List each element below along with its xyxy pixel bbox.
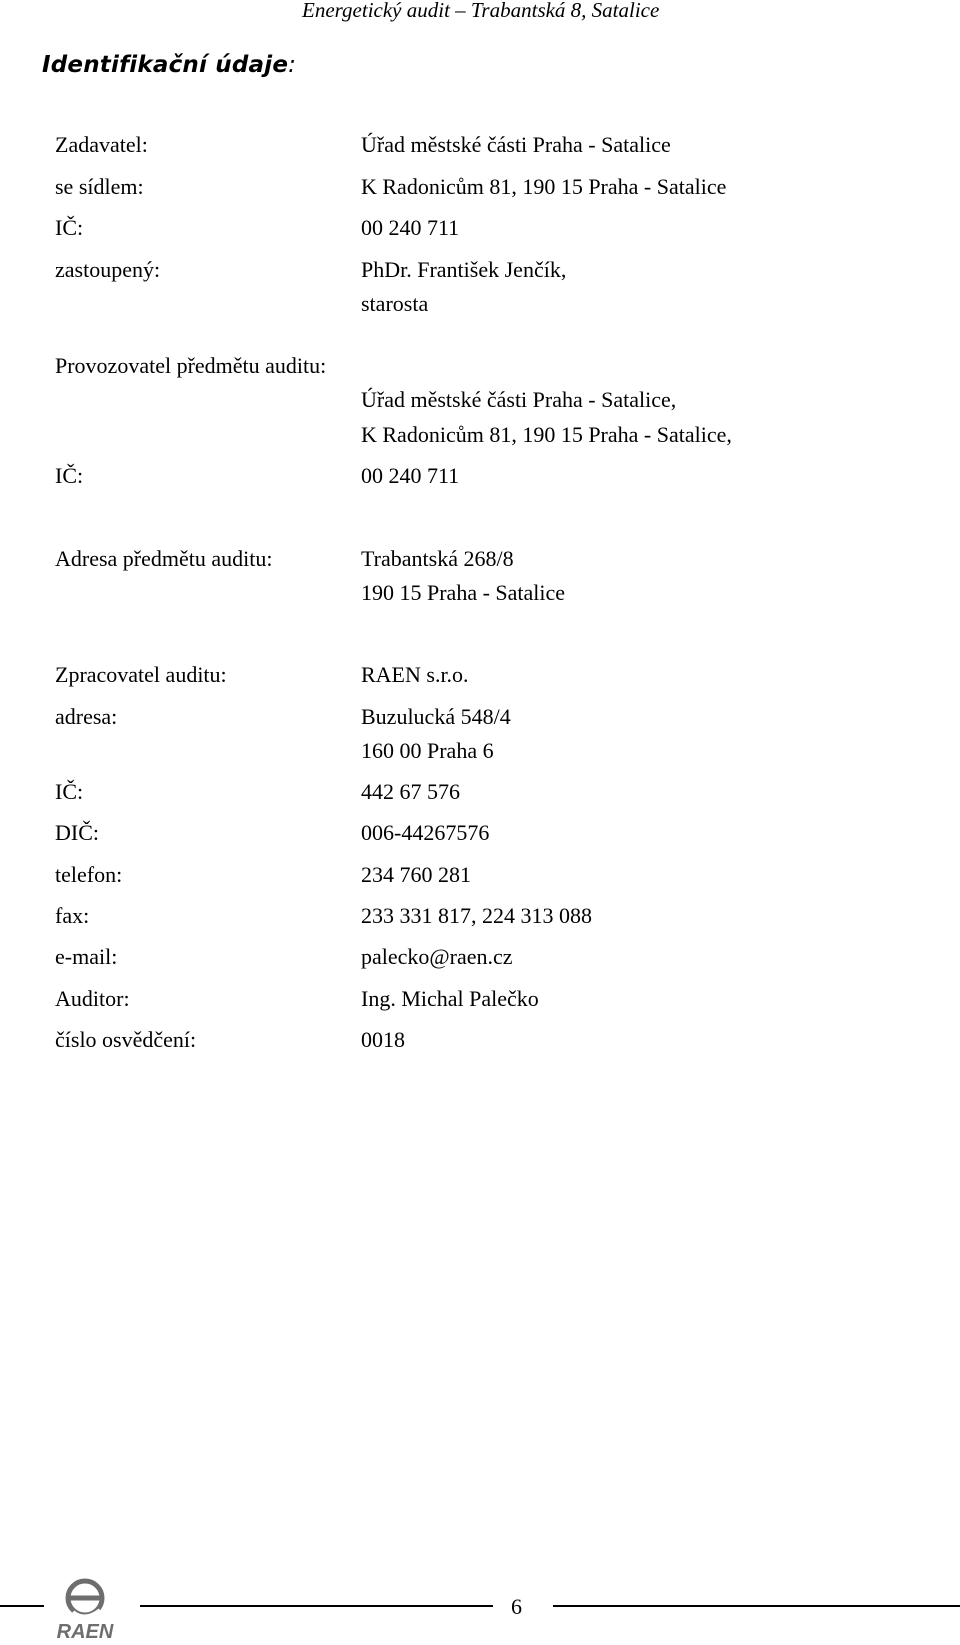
footer-rule-middle — [140, 1605, 493, 1607]
provozovatel-ic-value: 00 240 711 — [361, 463, 460, 488]
representative-name: PhDr. František Jenčík, — [361, 257, 567, 282]
zadavatel-ic-value: 00 240 711 — [361, 215, 460, 240]
phone-label: telefon: — [55, 862, 123, 887]
processor-address-line1: Buzulucká 548/4 — [361, 704, 511, 729]
processor-dic-value: 006-44267576 — [361, 820, 490, 845]
page-number: 6 — [511, 1594, 522, 1619]
zadavatel-label: Zadavatel: — [55, 132, 148, 157]
zadavatel-value: Úřad městské části Praha - Satalice — [361, 132, 671, 157]
email-value: palecko@raen.cz — [361, 944, 513, 969]
provozovatel-address: K Radonicům 81, 190 15 Praha - Satalice, — [361, 422, 732, 447]
provozovatel-ic-label: IČ: — [55, 463, 84, 488]
zadavatel-ic-label: IČ: — [55, 215, 84, 240]
processor-ic-value: 442 67 576 — [361, 779, 460, 804]
footer-rule-left — [0, 1605, 44, 1607]
fax-value: 233 331 817, 224 313 088 — [361, 903, 592, 928]
processor-address-line2: 160 00 Praha 6 — [361, 738, 494, 763]
seat-value: K Radonicům 81, 190 15 Praha - Satalice — [361, 174, 727, 199]
provozovatel-label: Provozovatel předmětu auditu: — [55, 353, 327, 378]
footer-rule-right — [553, 1605, 960, 1607]
audit-address-line1: Trabantská 268/8 — [361, 546, 514, 571]
running-header: Energetický audit – Trabantská 8, Satalice — [302, 0, 660, 22]
auditor-value: Ing. Michal Palečko — [361, 986, 539, 1011]
raen-logo-emblem-icon — [68, 1581, 102, 1617]
certificate-value: 0018 — [361, 1027, 405, 1052]
raen-logo-text: RAEN — [56, 1621, 114, 1643]
processor-name: RAEN s.r.o. — [361, 662, 469, 687]
audit-address-label: Adresa předmětu auditu: — [55, 546, 273, 571]
representative-role: starosta — [361, 291, 429, 316]
phone-value: 234 760 281 — [361, 862, 471, 887]
representative-label: zastoupený: — [55, 257, 161, 282]
auditor-label: Auditor: — [55, 986, 130, 1011]
processor-dic-label: DIČ: — [55, 820, 99, 845]
processor-label: Zpracovatel auditu: — [55, 662, 227, 687]
certificate-label: číslo osvědčení: — [55, 1027, 197, 1052]
raen-logo — [40, 1572, 130, 1644]
processor-ic-label: IČ: — [55, 779, 84, 804]
section-title-text: Identifikační údaje — [42, 52, 289, 78]
section-title — [42, 52, 296, 78]
fax-label: fax: — [55, 903, 90, 928]
email-label: e-mail: — [55, 944, 118, 969]
provozovatel-name: Úřad městské části Praha - Satalice, — [361, 387, 677, 412]
seat-label: se sídlem: — [55, 174, 144, 199]
processor-address-label: adresa: — [55, 704, 118, 729]
section-title-colon: : — [288, 52, 297, 78]
audit-address-line2: 190 15 Praha - Satalice — [361, 580, 566, 605]
